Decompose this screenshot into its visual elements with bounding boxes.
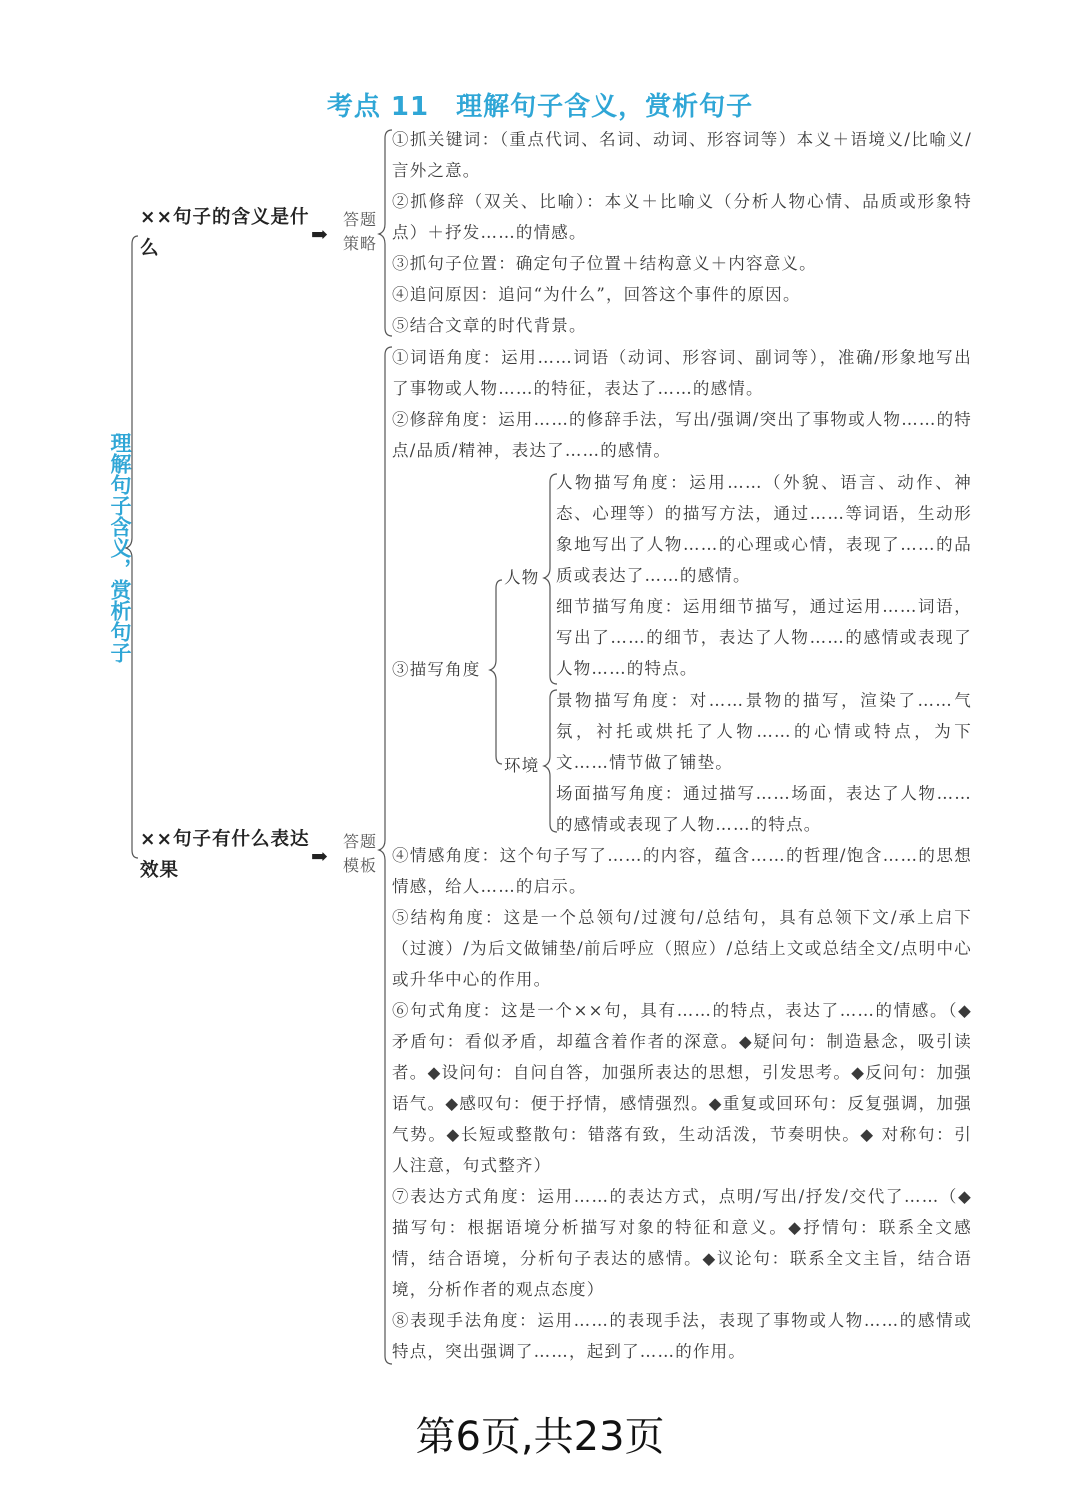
q2-item-1: ①词语角度：运用……词语（动词、形容词、副词等），准确/形象地写出了事物或人物……的特征，表达了……的感情。 (392, 348, 972, 398)
q2-text: ××句子有什么表达效果 (140, 829, 310, 881)
page-title: 考点 11 理解句子含义，赏析句子 (326, 92, 754, 122)
q2-item-4: ④情感角度：这个句子写了……的内容，蕴含……的哲理/饱含……的思想情感，给人……的启示。 (392, 846, 972, 896)
q2-item-6: ⑥句式角度：这是一个××句，具有……的特点，表达了……的情感。（◆矛盾句：看似矛盾，却蕴含着作者的深意。◆疑问句：制造悬念，吸引读者。◆设问句：自问自答，加强所表达的思想，引发思考。◆反问句：加强语气。◆感叹句：便于抒情，感情强烈。◆重复或回环句：反复强调，加强气势。◆长短或整散句：错落有致，生动活泼，节奏明快。◆ 对称句：引人注意，句式整齐） (392, 1001, 972, 1175)
q2-items-bottom (392, 840, 972, 1367)
environment-items (556, 685, 972, 840)
desc-bracket (490, 580, 502, 764)
q2-item-8: ⑧表现手法角度：运用……的表现手法，表现了事物或人物……的感情或特点，突出强调了……，起到了……的作用。 (392, 1311, 972, 1361)
q2-items-top (392, 342, 972, 466)
q1-items (392, 124, 972, 341)
q1-label: 答题策略 (343, 210, 378, 253)
environment-item-2: 场面描写角度：通过描写……场面，表达了人物……的感情或表现了人物……的特点。 (556, 784, 972, 834)
person-item-1: 人物描写角度：运用……（外貌、语言、动作、神态、心理等）的描写方法，通过……等词语，生动形象地写出了人物……的心理或心情，表现了……的品质或表达了……的感情。 (556, 473, 972, 585)
q1-item-5: ⑤结合文章的时代背景。 (392, 316, 587, 335)
q1-text: ××句子的含义是什么 (140, 207, 310, 259)
q1-item-3: ③抓句子位置：确定句子位置＋结构意义＋内容意义。 (392, 254, 817, 273)
q1-arrow-icon: ➡ (311, 222, 328, 246)
q2-arrow-icon: ➡ (311, 844, 328, 868)
person-item-2: 细节描写角度：运用细节描写，通过运用……词语，写出了……的细节，表达了人物……的感情或表现了人物……的特点。 (556, 597, 972, 678)
environment-item-1: 景物描写角度：对……景物的描写，渲染了……气氛，衬托或烘托了人物……的心情或特点，为下文……情节做了铺垫。 (556, 691, 972, 772)
page-number-footer: 第6页,共23页 (415, 1414, 665, 1460)
person-items (556, 467, 972, 684)
q1-item-4: ④追问原因：追问“为什么”，回答这个事件的原因。 (392, 285, 801, 304)
q1-item-1: ①抓关键词：（重点代词、名词、动词、形容词等）本义＋语境义/比喻义/言外之意。 (392, 130, 972, 180)
person-label: 人物 (504, 568, 540, 587)
q1-item-2: ②抓修辞（双关、比喻）：本义＋比喻义（分析人物心情、品质或形象特点）＋抒发……的情感。 (392, 192, 972, 242)
q2-label: 答题模板 (343, 832, 378, 875)
root-label: 理解句子含义，赏析句子 (108, 431, 132, 663)
environment-label: 环境 (504, 756, 540, 775)
q2-item-7: ⑦表达方式角度：运用……的表达方式，点明/写出/抒发/交代了……（◆描写句：根据语境分析描写对象的特征和意义。◆抒情句：联系全文感情，结合语境，分析句子表达的感情。◆议论句：联系全文主旨，结合语境，分析作者的观点态度） (392, 1187, 972, 1299)
q2-item-2: ②修辞角度：运用……的修辞手法，写出/强调/突出了事物或人物……的特点/品质/精神，表达了……的感情。 (392, 410, 972, 460)
description-angle-label: ③描写角度 (392, 660, 481, 679)
q2-item-5: ⑤结构角度：这是一个总领句/过渡句/总结句，具有总领下文/承上启下（过渡）/为后文做铺垫/前后呼应（照应）/总结上文或总结全文/点明中心或升华中心的作用。 (392, 908, 972, 989)
